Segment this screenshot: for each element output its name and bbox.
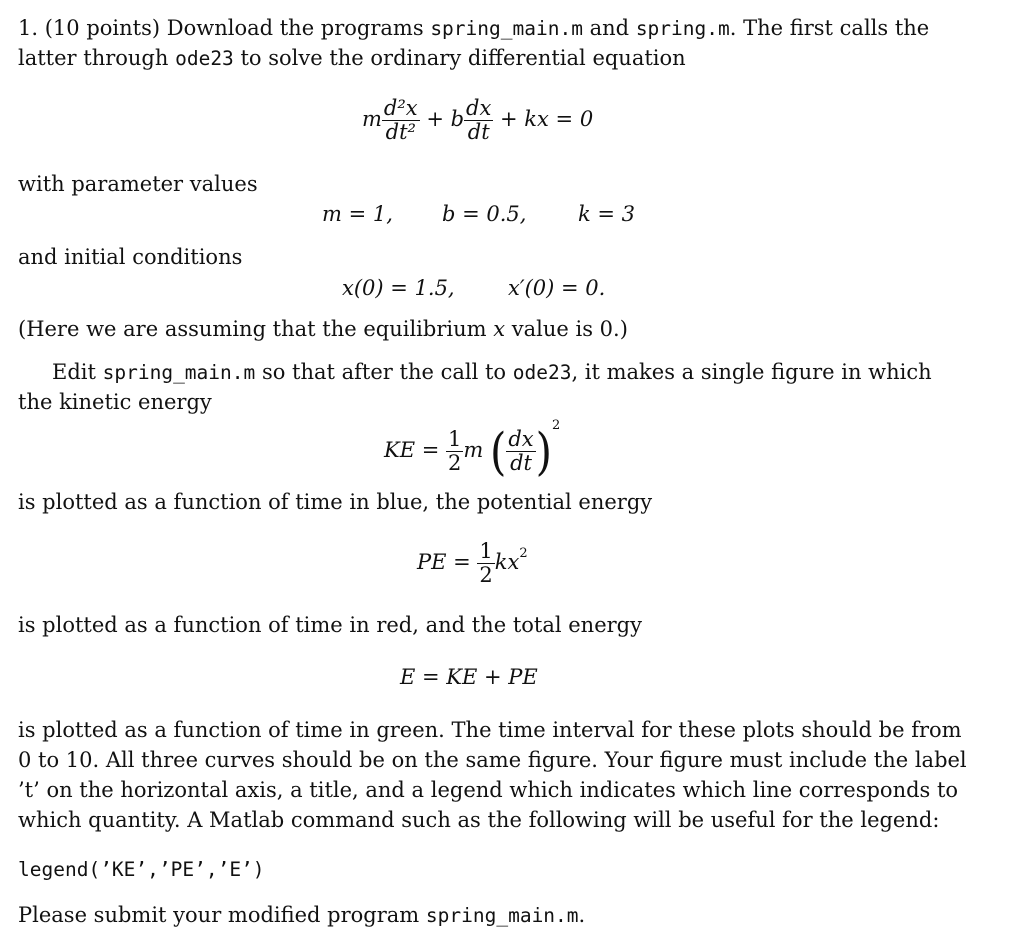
total-energy-equation: E = KE + PE bbox=[400, 665, 538, 689]
filename-spring: spring.m bbox=[635, 17, 730, 40]
edit-line-1: Edit spring_main.m so that after the call to ode23, it makes a single figure in which bbox=[52, 360, 932, 384]
problem-points: (10 points) bbox=[44, 16, 161, 40]
function-ode23: ode23 bbox=[512, 361, 572, 384]
initial-label: and initial conditions bbox=[18, 245, 243, 269]
param-m: m = 1, bbox=[322, 202, 393, 226]
param-b: b = 0.5, bbox=[442, 202, 527, 226]
kinetic-energy-equation: KE = $\frac{1}{2}$ m ( $\frac{dx}{dt}$ )$^2$ bbox=[384, 418, 561, 481]
initial-x: x(0) = 1.5, bbox=[342, 276, 455, 300]
filename-spring-main: spring_main.m bbox=[102, 361, 256, 384]
equilibrium-note: (Here we are assuming that the equilibrium x value is 0.) bbox=[18, 317, 628, 341]
instructions-line-4: which quantity. A Matlab command such as the following will be useful for the legend: bbox=[18, 808, 940, 832]
instructions-line-3: ’t’ on the horizontal axis, a title, and a legend which indicates which line corresponds to bbox=[18, 778, 959, 802]
intro-line-1: 1. (10 points) Download the programs spring_main.m and spring.m. The first calls the bbox=[18, 16, 930, 40]
edit-line-2: the kinetic energy bbox=[18, 390, 212, 414]
function-ode23: ode23 bbox=[175, 47, 234, 70]
ke-description: is plotted as a function of time in blue, the potential energy bbox=[18, 490, 653, 514]
filename-spring-main: spring_main.m bbox=[430, 17, 583, 40]
intro-line-2: latter through ode23 to solve the ordinary differential equation bbox=[18, 46, 686, 70]
params-label: with parameter values bbox=[18, 172, 258, 196]
pe-description: is plotted as a function of time in red, and the total energy bbox=[18, 613, 642, 637]
param-k: k = 3 bbox=[578, 202, 636, 226]
filename-spring-main: spring_main.m bbox=[425, 904, 579, 927]
submit-line: Please submit your modified program spring_main.m. bbox=[18, 903, 586, 927]
initial-dx: x′(0) = 0. bbox=[508, 276, 606, 300]
instructions-line-2: 0 to 10. All three curves should be on the same figure. Your figure must include the label bbox=[18, 748, 967, 772]
ode-equation: m $\frac{\text{d²x}}{\text{dt²}}$ + b $\frac{dx}{dt}$ + kx = 0 bbox=[362, 96, 594, 145]
legend-command-code: legend(’KE’,’PE’,’E’) bbox=[18, 858, 265, 881]
problem-number: 1. bbox=[18, 16, 39, 40]
instructions-line-1: is plotted as a function of time in green. The time interval for these plots should be from bbox=[18, 718, 962, 742]
potential-energy-equation: PE = $\frac{1}{2}$ $kx^2$ bbox=[417, 539, 528, 588]
